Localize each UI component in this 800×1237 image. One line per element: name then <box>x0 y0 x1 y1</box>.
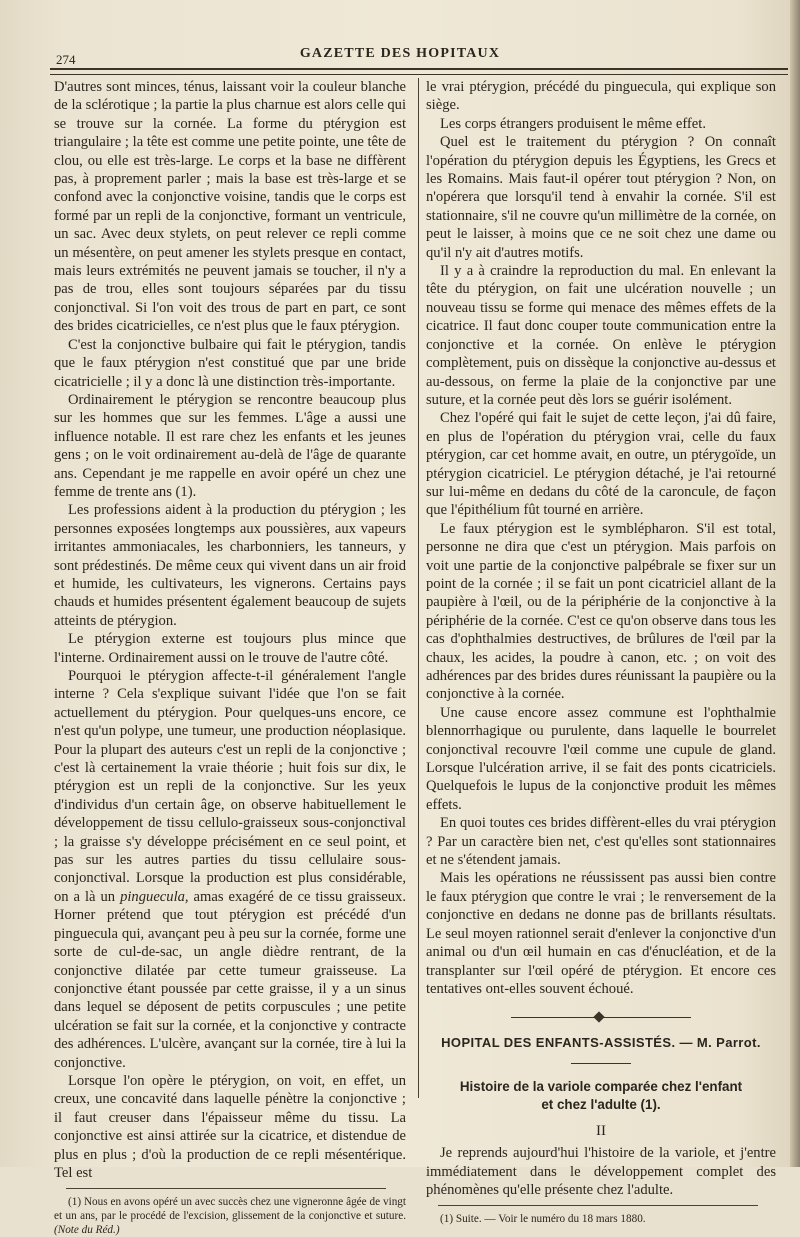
short-rule <box>571 1063 631 1064</box>
paragraph: Le ptérygion externe est toujours plus mince que l'interne. Ordinairement aussi on le trouve de l'autre côté. <box>54 631 406 666</box>
paragraph: Mais les opérations ne réussissent pas aussi bien contre le faux ptérygion que contre le vrai ; le renversement de la conjonctive en dedans ne donne pas de brillants résultats. Le seul moyen rationnel serait d'enlever la conjonctive d'un animal ou d'un œil humain en cas d'énucléation, et de la transplanter sur l'œil opéré de ptérygion. Et encore ces tentatives ont-elles souvent échoué. <box>426 870 776 997</box>
paragraph: Je reprends aujourd'hui l'histoire de la variole, et j'entre immédiatement dans le développement complet des phénomènes qu'elle présente chez l'adulte. <box>426 1145 776 1198</box>
section-separator <box>511 1012 691 1022</box>
footnote-rule <box>438 1205 758 1206</box>
paragraph-text: Pourquoi le ptérygion affecte-t-il généralement l'angle interne ? Cela s'explique suivant l'idée que l'on se fait actuellement du ptérygion. Pour quelques-uns encore, ce n'est qu'un polype, une tumeur, une production néoplasique. Pour la plupart des auteurs c'est un repli de la conjonctive ; c'est là certainement la vraie théorie ; huit fois sur dix, le ptérygion est un repli de la conjonctive. Sur les yeux d'individus d'un certain âge, on observe habituellement le développement de tissu cellulo-graisseux sous-conjonctival ; la graisse s'y développe précisément en ce seul point, et pas sur les autres parties du tissu cellulaire sous-conjonctival. Lorsque la production est plus considérable, on a là un <box>54 668 406 905</box>
article-title-line: Histoire de la variole comparée chez l'enfant <box>459 1078 743 1094</box>
page-number: 274 <box>56 52 76 67</box>
paragraph: Il y a à craindre la reproduction du mal. En enlevant la tête du ptérygion, on fait une ulcération nouvelle ; un nouveau tissu se forme qui menace des mêmes effets de la cicatrice. Il faut donc couper toute communication entre la conjonctive et la cornée. On enlève le ptérygion complètement, puis on dissèque la conjonctive au-dessus et au-dessous, on ferme la plaie de la conjonctive par une suture, et la cornée peut dès lors se guérir isolément. <box>426 263 776 408</box>
running-title: GAZETTE DES HOPITAUX <box>299 46 501 61</box>
paragraph: D'autres sont minces, ténus, laissant voir la couleur blanche de la sclérotique ; la partie la plus charnue est alors celle qui se trouve sur la cornée. La forme du ptérygion est triangulaire ; la tête est comme une petite pointe, une tête de clou, ou elle est très-large. Le corps et la base ne diffèrent pas, à proprement parler ; mais la base est très-large et se confond avec la conjonctive voisine, tandis que le corps est formé par un repli de la conjonctive, formant un ventricule, un sac. Avec deux stylets, on peut relever ce repli comme un mésentère, on peut amener les stylets presque en contact, mais leurs extrémités ne peuvent jamais se toucher, il n'y a pas de trou, elles sont toujours séparées par du tissu conjonctival. Si l'on voit des trous de part en part, ce sont des brides cicatricielles, ce n'est plus que le faux ptérygion. <box>54 79 406 335</box>
paragraph: Les corps étrangers produisent le même effet. <box>440 115 706 132</box>
article-title-line: et chez l'adulte (1). <box>541 1096 661 1112</box>
paragraph: C'est la conjonctive bulbaire qui fait le ptérygion, tandis que le faux ptérygion n'est constitué que par une bride cicatricielle ; il y a donc là une distinction très-importante. <box>54 336 406 390</box>
separator-ornament <box>593 1012 604 1023</box>
article-title <box>426 1078 776 1114</box>
column-divider <box>418 78 419 1098</box>
footnote-signature: (Note du Réd.) <box>54 1224 120 1237</box>
paragraph: Une cause encore assez commune est l'ophthalmie blennorrhagique ou purulente, dans laquelle le bourrelet conjonctival recouvre l'œil comme une cupule de gland. Lorsque l'ulcération arrive, il se fait des ponts cicatriciels. Quelquefois le lupus de la conjonctive produit les mêmes effets. <box>426 704 776 813</box>
paragraph: Ordinairement le ptérygion se rencontre beaucoup plus sur les hommes que sur les femmes. L'âge a aussi une influence notable. Il est rare chez les enfants et les jeunes gens ; on le voit ordinairement au-delà de l'âge de quarante ans. Cependant je me rappelle en avoir opéré un chez une femme de trente ans (1). <box>54 391 406 500</box>
paragraph: Le faux ptérygion est le symblépharon. S'il est total, personne ne dira que c'est un ptérygion. Mais parfois on voit une partie de la conjonctive palpébrale se fixer sur un point de la cornée ; il se fait un pont cicatriciel allant de la paupière à l'œil, ou de la périphérie de la conjonctive à la périphérie de la cornée. C'est ce qu'on observe dans tous les cas d'ophthalmies destructives, de brûlures de l'œil par la chaux, les acides, la poudre à canon, etc. ; on voit des adhérences par des brides dures réunissant la paupière ou la conjonctive à la cornée. <box>426 520 776 703</box>
paragraph: Quel est le traitement du ptérygion ? On connaît l'opération du ptérygion depuis les Égyptiens, les Grecs et les Romains. Mais faut-il opérer tout ptérygion ? Non, on n'opérera que lorsqu'il tend à envahir la cornée. S'il est stationnaire, s'il ne couvre qu'un millimètre de la cornée, on peut le laisser, à moins que ce ne soit chez une dame ou qu'il n'y ait d'autres motifs. <box>426 134 776 261</box>
footnote-text: (1) Nous en avons opéré un avec succès chez une vigneronne âgée de vingt et un ans, par le procédé de l'excision, glissement de la conjonctive et suture. <box>54 1196 406 1223</box>
right-column <box>426 78 776 1226</box>
paragraph: Lorsque l'on opère le ptérygion, on voit, en effet, un creux, une concavité dans laquelle pénètre la conjonctive ; il faut creuser dans l'épaisseur même du tissu. La conjonctive est ainsi attirée sur la cicatrice, et distendue de plus en plus ; d'où la production de ce repli mésentérique. Tel est <box>54 1072 406 1181</box>
paragraph: En quoi toutes ces brides diffèrent-elles du vrai ptérygion ? Par un caractère bien net, c'est qu'elles sont stationnaires et ne s'étendent jamais. <box>426 815 776 869</box>
paragraph-text: amas exagéré de ce tissu graisseux. Horner prétend que tout ptérygion est précédé d'un pinguecula qui, avançant peu à peu sur la cornée, forme une sorte de cul-de-sac, un angle dièdre rentrant, de la conjonctive dilatée par cette tumeur graisseuse. La conjonctive étant poussée par cette graisse, il y a un sinus dans lequel se déposent de petits corpuscules ; une petite ulcération se fait sur la cornée, et la conjonctive y contracte des adhérences. L'ulcère, avançant sur la cornée, tire à lui la conjonctive. <box>54 888 406 1071</box>
header-rule <box>50 68 788 75</box>
section-title: HOPITAL DES ENFANTS-ASSISTÉS. — M. Parrot. <box>441 1035 761 1051</box>
footnote-rule <box>66 1188 386 1189</box>
footnote <box>54 1195 406 1237</box>
paragraph: Chez l'opéré qui fait le sujet de cette leçon, j'ai dû faire, en plus de l'opération du ptérygion vrai, celle du faux ptérygion, car cet homme avait, en outre, un ptérygoïde, un ptérygion cicatriciel. Le ptérygion détaché, je l'ai retourné sur lui-même en dedans du côté de la caroncule, de façon que l'épithélium fût tourné en arrière. <box>426 410 776 519</box>
page-edge-shadow <box>790 0 800 1167</box>
paragraph: Les professions aident à la production du ptérygion ; les personnes exposées longtemps aux poussières, aux vapeurs irritantes ammoniacales, les charbonniers, les tanneurs, y sont prédestinés. De même ceux qui vivent dans un air froid et humide, les cultivateurs, les vignerons. Certains pays chauds et humides présentent également beaucoup de sujets atteints de ptérygion. <box>54 502 406 629</box>
paragraph: le vrai ptérygion, précédé du pinguecula, qui explique son siège. <box>426 79 776 114</box>
roman-numeral: II <box>596 1122 606 1139</box>
left-column <box>54 78 406 1237</box>
footnote: (1) Suite. — Voir le numéro du 18 mars 1880. <box>440 1213 646 1226</box>
italic-term: pinguecula, <box>120 888 189 905</box>
paragraph <box>54 667 406 1072</box>
